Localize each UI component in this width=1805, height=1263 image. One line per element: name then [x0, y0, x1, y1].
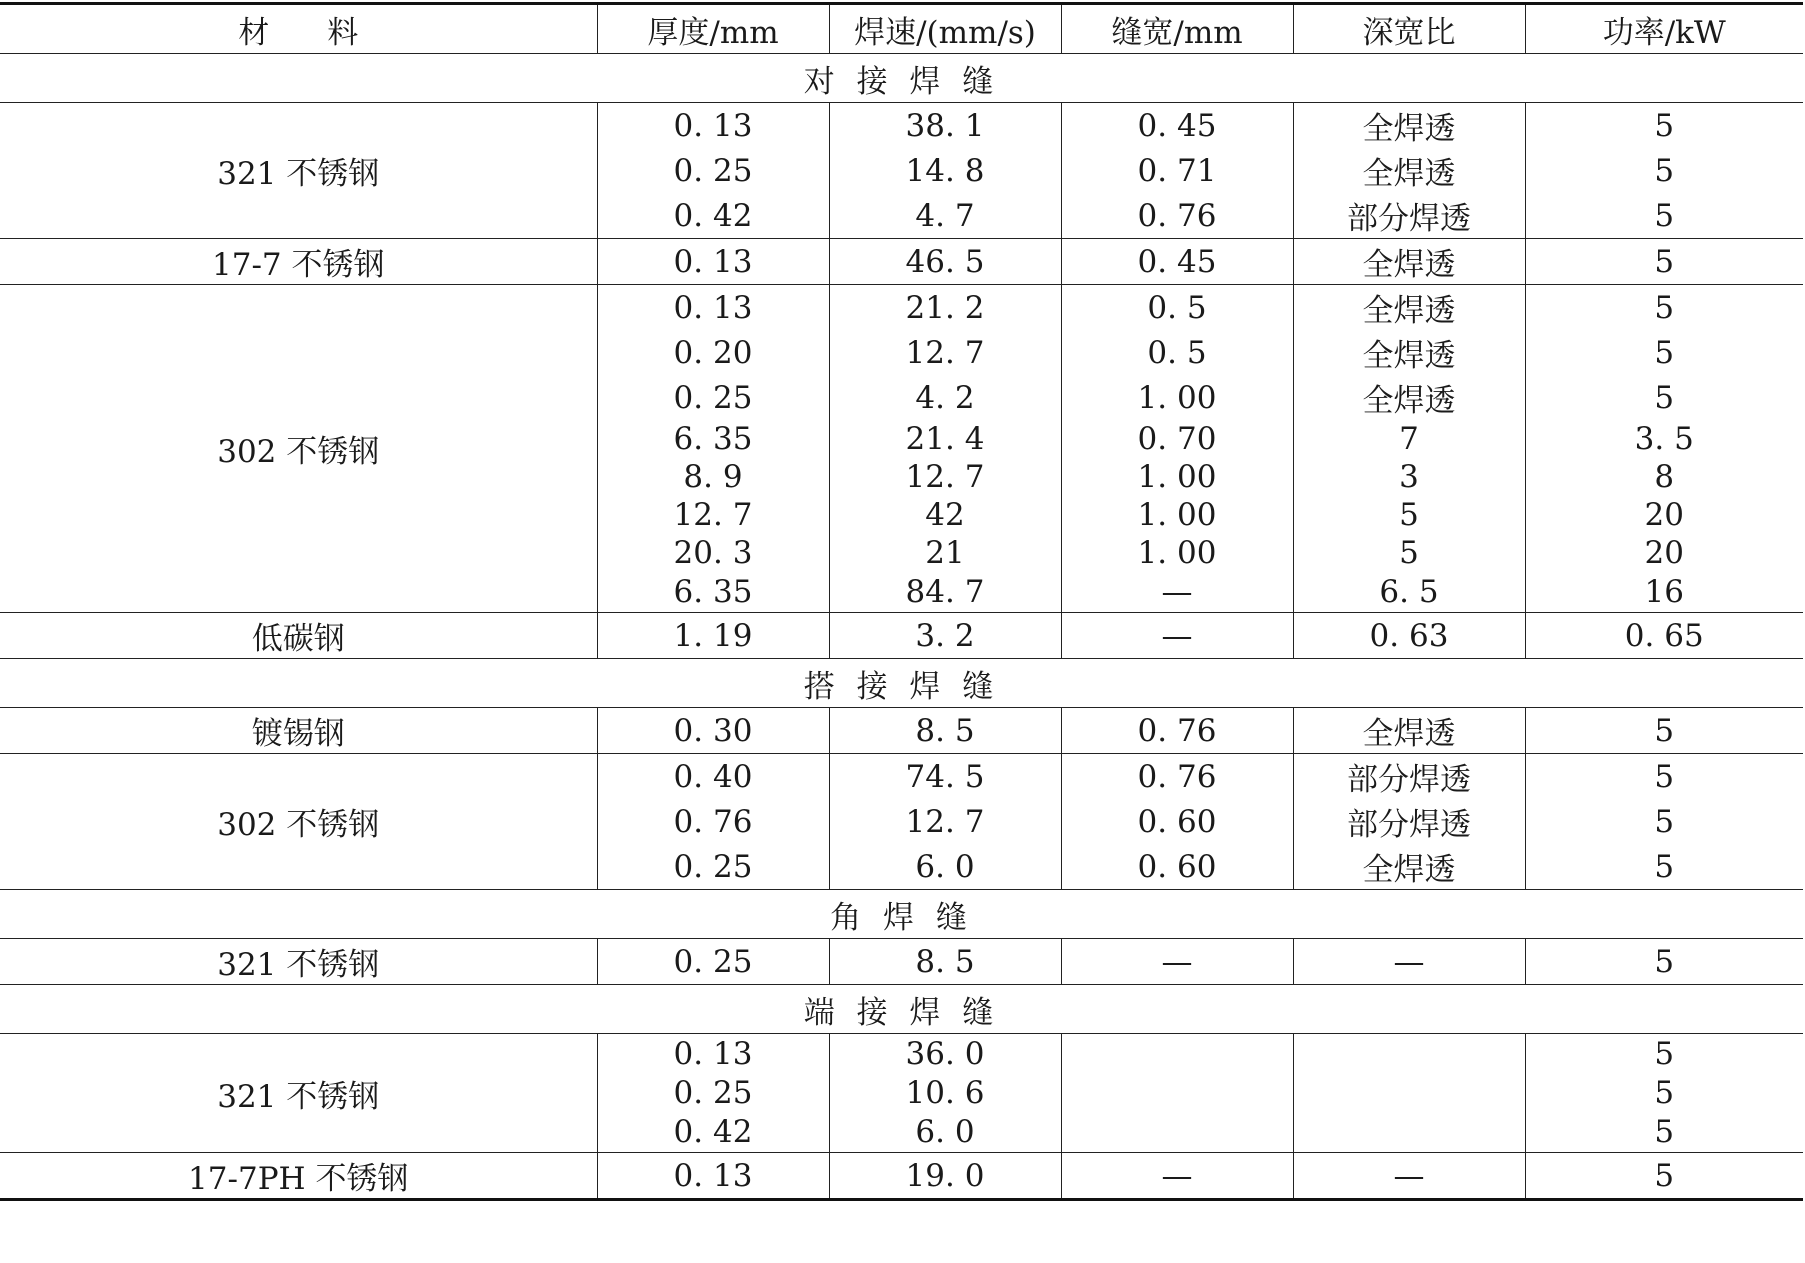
power-cell: 5: [1525, 754, 1803, 800]
power-cell: 5: [1525, 939, 1803, 985]
speed-cell: 12. 7: [829, 330, 1061, 375]
width-cell: 1. 00: [1061, 534, 1293, 572]
power-cell: 5: [1525, 1153, 1803, 1200]
material-cell: 镀锡钢: [0, 708, 597, 754]
speed-cell: 12. 7: [829, 458, 1061, 496]
thickness-cell: 20. 3: [597, 534, 829, 572]
power-cell: 5: [1525, 103, 1803, 149]
thickness-cell: 0. 40: [597, 754, 829, 800]
table-row: [0, 754, 1803, 800]
thickness-cell: 0. 25: [597, 939, 829, 985]
width-cell: 0. 60: [1061, 844, 1293, 890]
header-row: [0, 4, 1803, 54]
ratio-cell: 全焊透: [1293, 844, 1525, 890]
speed-cell: 36. 0: [829, 1034, 1061, 1075]
speed-cell: 74. 5: [829, 754, 1061, 800]
header-material-char-1: 材: [238, 14, 270, 51]
table-row: [0, 239, 1803, 285]
thickness-cell: 0. 25: [597, 844, 829, 890]
power-cell: 5: [1525, 375, 1803, 420]
material-cell: 17-7 不锈钢: [0, 239, 597, 285]
power-cell: 5: [1525, 239, 1803, 285]
welding-parameters-table: [0, 2, 1803, 1201]
section-title: 端 接 焊 缝: [0, 985, 1803, 1034]
width-cell: 1. 00: [1061, 375, 1293, 420]
thickness-cell: 0. 76: [597, 799, 829, 844]
table-row: [0, 708, 1803, 754]
ratio-cell: 部分焊透: [1293, 799, 1525, 844]
speed-cell: 21. 2: [829, 285, 1061, 331]
power-cell: 5: [1525, 844, 1803, 890]
thickness-cell: 1. 19: [597, 613, 829, 659]
thickness-cell: 6. 35: [597, 572, 829, 613]
header-speed: 焊速/(mm/s): [829, 4, 1061, 54]
width-cell: 0. 45: [1061, 239, 1293, 285]
material-cell: 321 不锈钢: [0, 1034, 597, 1153]
table-row: [0, 103, 1803, 149]
speed-cell: 6. 0: [829, 844, 1061, 890]
thickness-cell: 0. 30: [597, 708, 829, 754]
thickness-cell: 0. 42: [597, 1112, 829, 1153]
header-ratio: 深宽比: [1293, 4, 1525, 54]
material-cell: 低碳钢: [0, 613, 597, 659]
table-row: [0, 613, 1803, 659]
speed-cell: 14. 8: [829, 148, 1061, 193]
width-cell: 1. 00: [1061, 458, 1293, 496]
width-cell: —: [1061, 613, 1293, 659]
ratio-cell: 全焊透: [1293, 708, 1525, 754]
thickness-cell: 0. 25: [597, 375, 829, 420]
width-cell: 1. 00: [1061, 496, 1293, 534]
speed-cell: 84. 7: [829, 572, 1061, 613]
material-cell: 302 不锈钢: [0, 285, 597, 613]
speed-cell: 12. 7: [829, 799, 1061, 844]
ratio-cell: 5: [1293, 534, 1525, 572]
speed-cell: 19. 0: [829, 1153, 1061, 1200]
speed-cell: 6. 0: [829, 1112, 1061, 1153]
speed-cell: 4. 2: [829, 375, 1061, 420]
ratio-cell: 全焊透: [1293, 103, 1525, 149]
ratio-cell: [1293, 1112, 1525, 1153]
thickness-cell: 0. 13: [597, 1153, 829, 1200]
thickness-cell: 0. 42: [597, 193, 829, 239]
speed-cell: 21. 4: [829, 420, 1061, 458]
width-cell: —: [1061, 572, 1293, 613]
section-title: 对 接 焊 缝: [0, 54, 1803, 103]
speed-cell: 10. 6: [829, 1074, 1061, 1112]
thickness-cell: 0. 13: [597, 239, 829, 285]
ratio-cell: 全焊透: [1293, 330, 1525, 375]
power-cell: 8: [1525, 458, 1803, 496]
power-cell: 5: [1525, 193, 1803, 239]
ratio-cell: 5: [1293, 496, 1525, 534]
power-cell: 5: [1525, 1034, 1803, 1075]
width-cell: 0. 70: [1061, 420, 1293, 458]
width-cell: [1061, 1034, 1293, 1075]
section-row: [0, 659, 1803, 708]
thickness-cell: 12. 7: [597, 496, 829, 534]
section-row: [0, 54, 1803, 103]
width-cell: 0. 71: [1061, 148, 1293, 193]
section-title: 角 焊 缝: [0, 890, 1803, 939]
ratio-cell: 全焊透: [1293, 148, 1525, 193]
ratio-cell: 7: [1293, 420, 1525, 458]
width-cell: 0. 76: [1061, 708, 1293, 754]
table-row: [0, 1153, 1803, 1200]
ratio-cell: 部分焊透: [1293, 193, 1525, 239]
width-cell: 0. 45: [1061, 103, 1293, 149]
width-cell: —: [1061, 939, 1293, 985]
speed-cell: 38. 1: [829, 103, 1061, 149]
thickness-cell: 0. 25: [597, 1074, 829, 1112]
thickness-cell: 0. 20: [597, 330, 829, 375]
power-cell: 20: [1525, 534, 1803, 572]
width-cell: 0. 5: [1061, 330, 1293, 375]
section-row: [0, 890, 1803, 939]
table-row: [0, 1034, 1803, 1075]
power-cell: 5: [1525, 1074, 1803, 1112]
header-thickness: 厚度/mm: [597, 4, 829, 54]
section-title: 搭 接 焊 缝: [0, 659, 1803, 708]
width-cell: [1061, 1074, 1293, 1112]
ratio-cell: —: [1293, 939, 1525, 985]
ratio-cell: 部分焊透: [1293, 754, 1525, 800]
ratio-cell: 全焊透: [1293, 239, 1525, 285]
width-cell: 0. 76: [1061, 754, 1293, 800]
header-power: 功率/kW: [1525, 4, 1803, 54]
material-cell: 321 不锈钢: [0, 103, 597, 239]
width-cell: 0. 60: [1061, 799, 1293, 844]
thickness-cell: 0. 13: [597, 103, 829, 149]
width-cell: 0. 76: [1061, 193, 1293, 239]
speed-cell: 42: [829, 496, 1061, 534]
ratio-cell: [1293, 1034, 1525, 1075]
ratio-cell: 全焊透: [1293, 375, 1525, 420]
thickness-cell: 6. 35: [597, 420, 829, 458]
power-cell: 20: [1525, 496, 1803, 534]
power-cell: 5: [1525, 708, 1803, 754]
power-cell: 0. 65: [1525, 613, 1803, 659]
thickness-cell: 8. 9: [597, 458, 829, 496]
speed-cell: 8. 5: [829, 708, 1061, 754]
thickness-cell: 0. 13: [597, 285, 829, 331]
power-cell: 5: [1525, 330, 1803, 375]
header-material: [0, 4, 597, 54]
speed-cell: 46. 5: [829, 239, 1061, 285]
material-cell: 302 不锈钢: [0, 754, 597, 890]
speed-cell: 4. 7: [829, 193, 1061, 239]
power-cell: 5: [1525, 1112, 1803, 1153]
power-cell: 16: [1525, 572, 1803, 613]
header-material-char-2: 料: [327, 14, 359, 51]
header-width: 缝宽/mm: [1061, 4, 1293, 54]
width-cell: [1061, 1112, 1293, 1153]
table-row: [0, 939, 1803, 985]
material-cell: 17-7PH 不锈钢: [0, 1153, 597, 1200]
table-row: [0, 285, 1803, 331]
speed-cell: 8. 5: [829, 939, 1061, 985]
section-row: [0, 985, 1803, 1034]
ratio-cell: 3: [1293, 458, 1525, 496]
width-cell: 0. 5: [1061, 285, 1293, 331]
power-cell: 3. 5: [1525, 420, 1803, 458]
power-cell: 5: [1525, 148, 1803, 193]
power-cell: 5: [1525, 285, 1803, 331]
power-cell: 5: [1525, 799, 1803, 844]
ratio-cell: 6. 5: [1293, 572, 1525, 613]
ratio-cell: 0. 63: [1293, 613, 1525, 659]
thickness-cell: 0. 25: [597, 148, 829, 193]
material-cell: 321 不锈钢: [0, 939, 597, 985]
speed-cell: 21: [829, 534, 1061, 572]
speed-cell: 3. 2: [829, 613, 1061, 659]
width-cell: —: [1061, 1153, 1293, 1200]
ratio-cell: —: [1293, 1153, 1525, 1200]
ratio-cell: [1293, 1074, 1525, 1112]
ratio-cell: 全焊透: [1293, 285, 1525, 331]
thickness-cell: 0. 13: [597, 1034, 829, 1075]
